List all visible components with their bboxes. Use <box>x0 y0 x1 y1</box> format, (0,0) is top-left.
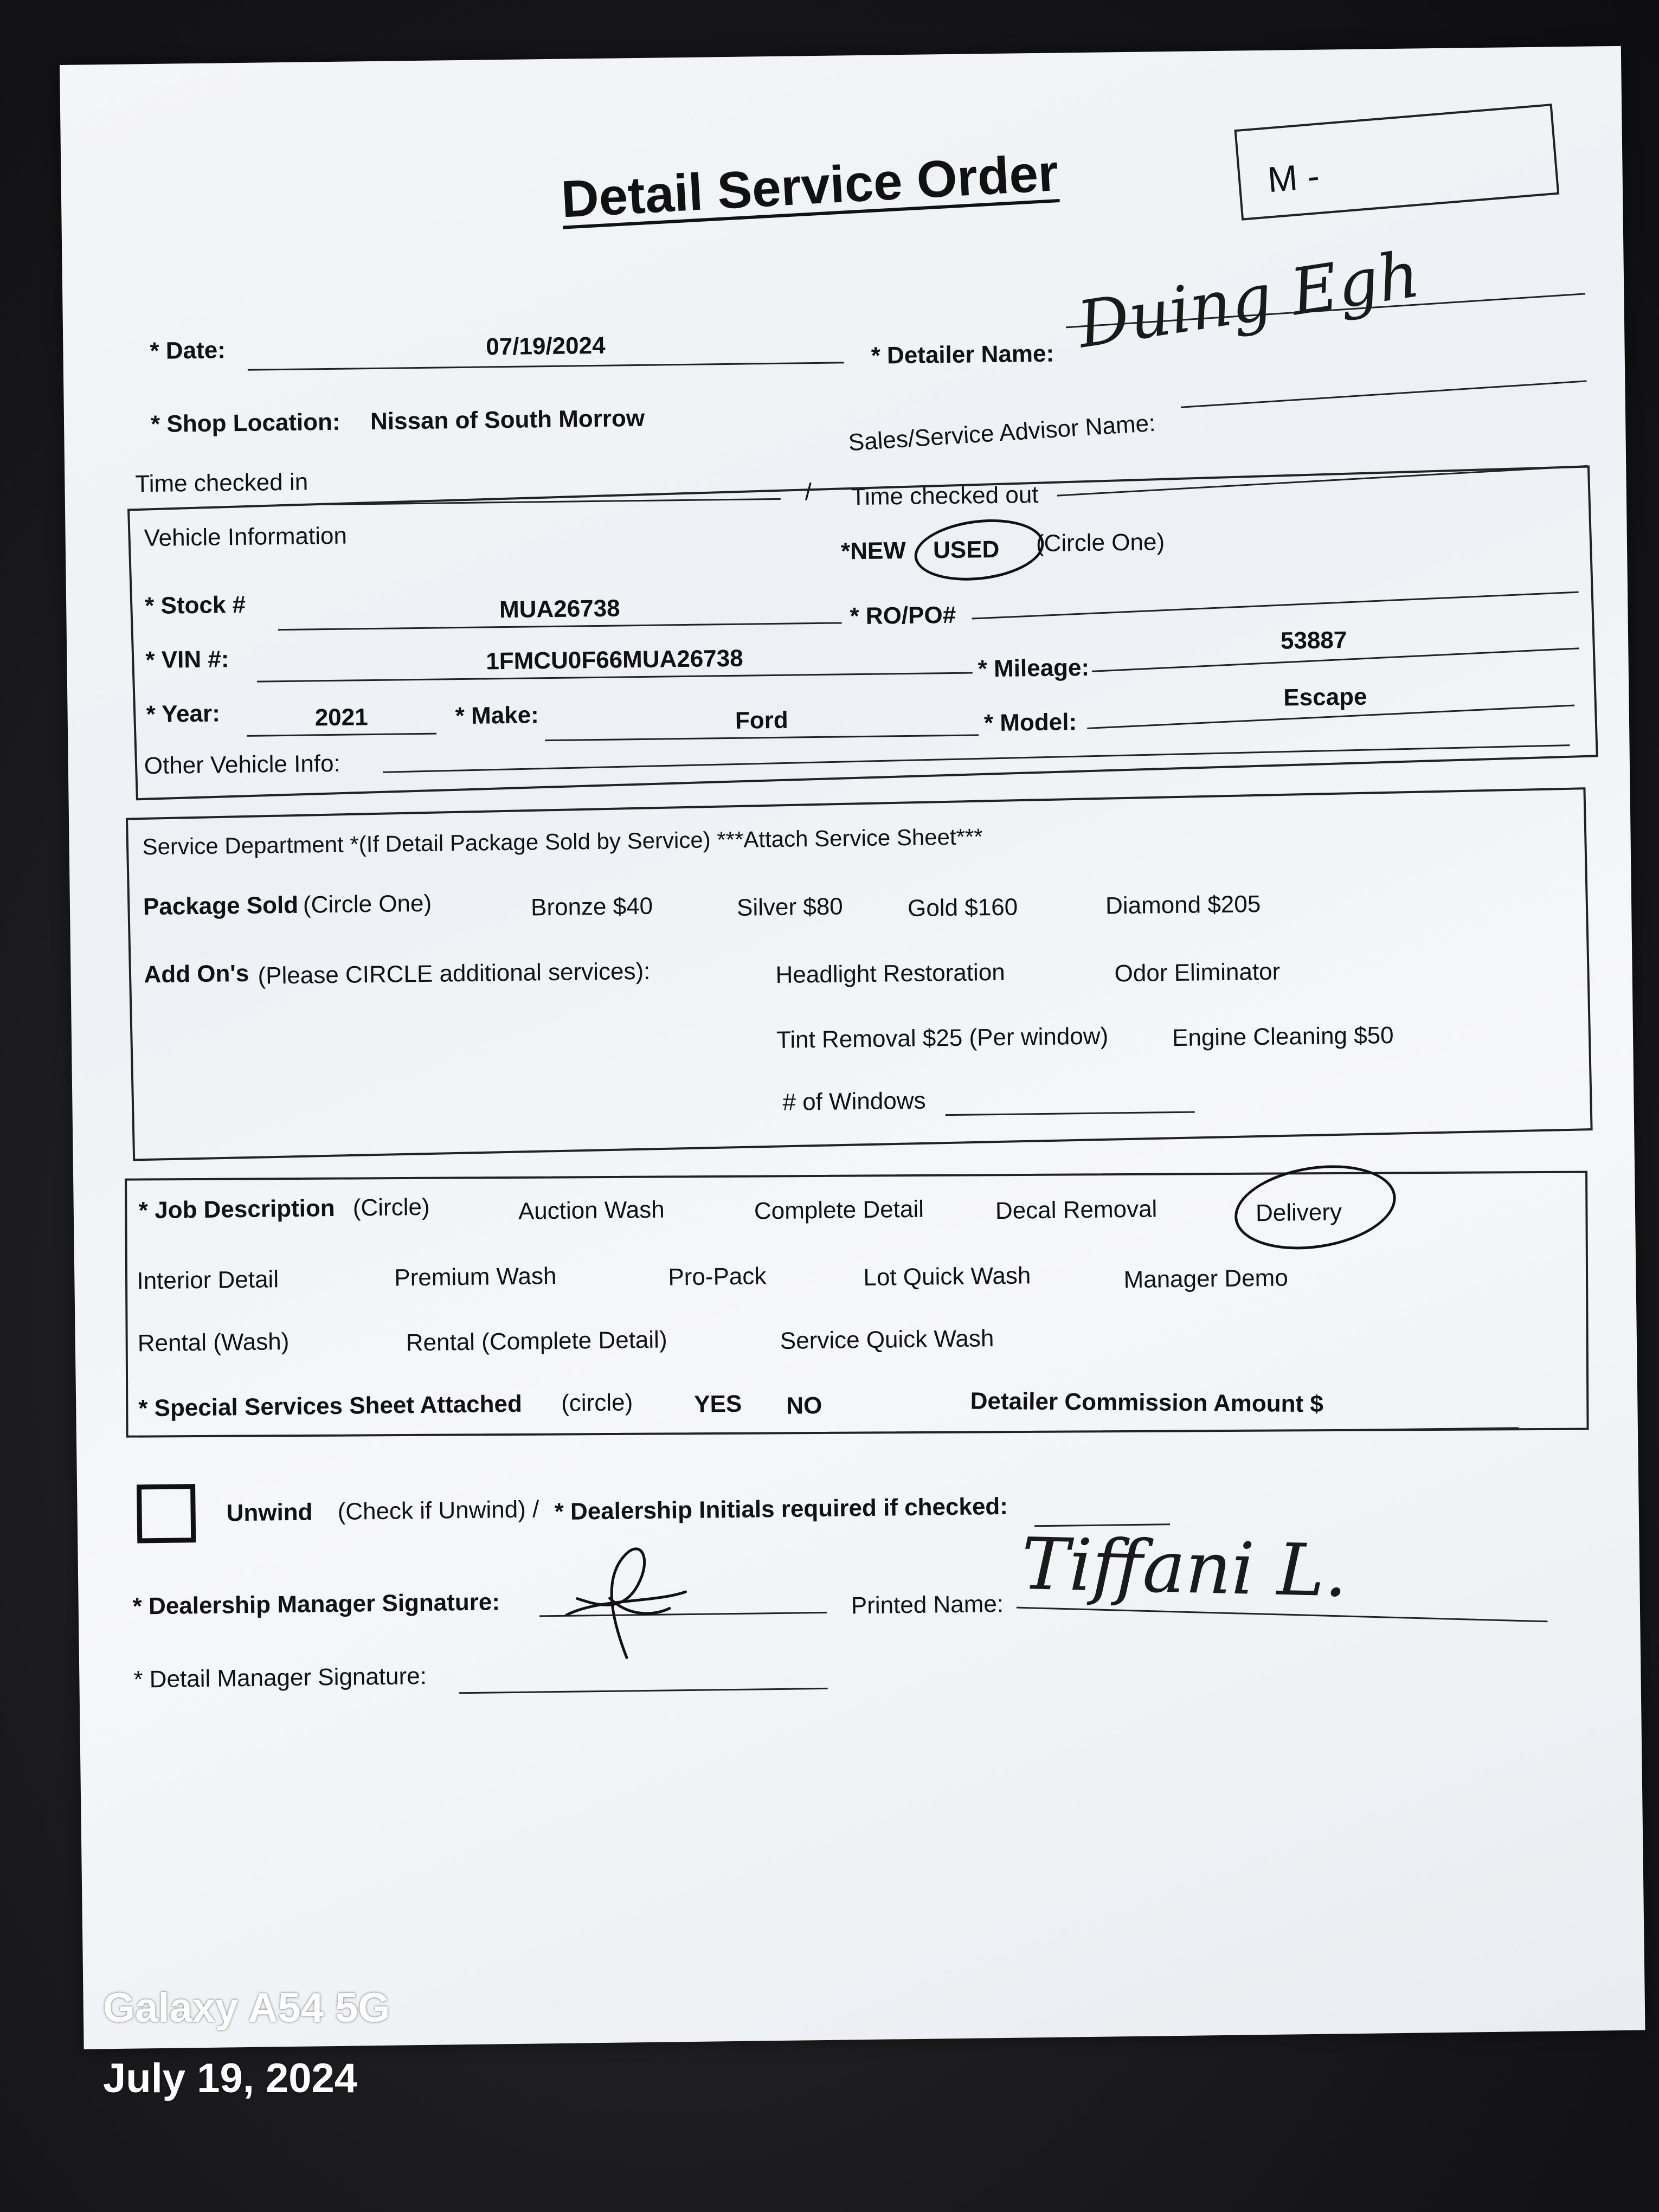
used-label: USED <box>933 536 1000 564</box>
unwind-label: Unwind <box>226 1499 313 1527</box>
package-diamond: Diamond $205 <box>1105 891 1261 919</box>
detailer-name-handwritten: Duing Egh <box>1072 236 1425 363</box>
package-label-note: (Circle One) <box>303 890 432 918</box>
job-auction-wash: Auction Wash <box>518 1196 665 1225</box>
addon-odor: Odor Eliminator <box>1114 958 1281 987</box>
stock-label: * Stock # <box>144 591 246 620</box>
sales-advisor-label: Sales/Service Advisor Name: <box>847 409 1156 456</box>
stock-value: MUA26738 <box>499 595 620 623</box>
mileage-label: * Mileage: <box>978 654 1090 683</box>
unwind-note: (Check if Unwind) / <box>337 1496 539 1525</box>
job-rental-wash: Rental (Wash) <box>137 1328 290 1357</box>
order-id-box <box>1234 104 1559 221</box>
job-interior-detail: Interior Detail <box>137 1266 279 1295</box>
job-delivery: Delivery <box>1255 1199 1342 1227</box>
model-label: * Model: <box>983 709 1077 737</box>
year-label: * Year: <box>146 700 221 728</box>
sales-advisor-line <box>1181 380 1587 408</box>
shop-location-label: * Shop Location: <box>150 408 340 438</box>
form-paper <box>60 46 1645 2049</box>
addon-engine: Engine Cleaning $50 <box>1172 1022 1394 1052</box>
package-label: Package Sold <box>143 891 299 921</box>
unwind-checkbox[interactable] <box>137 1484 196 1543</box>
job-description-label: * Job Description <box>138 1194 335 1224</box>
initials-label: * Dealership Initials required if checked: <box>554 1493 1008 1526</box>
package-bronze: Bronze $40 <box>530 892 653 921</box>
special-services-label: * Special Services Sheet Attached <box>138 1390 523 1422</box>
job-pro-pack: Pro-Pack <box>668 1263 767 1291</box>
job-lot-quick-wash: Lot Quick Wash <box>863 1262 1031 1291</box>
mileage-value: 53887 <box>1280 627 1347 654</box>
model-value: Escape <box>1283 683 1367 711</box>
year-value: 2021 <box>314 704 368 731</box>
job-premium-wash: Premium Wash <box>394 1262 557 1291</box>
circle-one-label: (Circle One) <box>1036 529 1165 557</box>
job-decal-removal: Decal Removal <box>995 1195 1158 1225</box>
job-service-quick-wash: Service Quick Wash <box>780 1325 994 1354</box>
vin-label: * VIN #: <box>145 646 229 674</box>
new-label: *NEW <box>840 537 906 565</box>
job-manager-demo: Manager Demo <box>1123 1264 1289 1294</box>
commission-label: Detailer Commission Amount $ <box>970 1387 1324 1418</box>
addon-headlight: Headlight Restoration <box>775 959 1006 988</box>
printed-name-label: Printed Name: <box>851 1590 1004 1619</box>
camera-device-stamp: Galaxy A54 5G <box>103 1985 390 2031</box>
date-line <box>248 362 844 370</box>
make-label: * Make: <box>455 702 539 730</box>
date-label: * Date: <box>150 337 226 365</box>
windows-label: # of Windows <box>782 1087 926 1116</box>
time-out-label: Time checked out <box>851 481 1039 511</box>
printed-name-handwritten: Tiffani L. <box>1020 1522 1348 1613</box>
detailer-name-label: * Detailer Name: <box>871 340 1054 369</box>
service-department-label: Service Department *(If Detail Package Sold by Service) ***Attach Service Sheet*** <box>142 824 983 860</box>
job-complete-detail: Complete Detail <box>754 1195 924 1225</box>
special-no: NO <box>786 1392 822 1419</box>
special-yes: YES <box>693 1390 742 1418</box>
date-value: 07/19/2024 <box>486 332 606 361</box>
detail-manager-signature-line <box>459 1688 828 1694</box>
addons-label-note: (Please CIRCLE additional services): <box>258 957 651 989</box>
job-rental-complete: Rental (Complete Detail) <box>406 1326 667 1356</box>
special-services-note: (circle) <box>561 1389 633 1417</box>
vin-value: 1FMCU0F66MUA26738 <box>485 645 743 675</box>
manager-signature-mark <box>544 1532 724 1664</box>
make-value: Ford <box>735 706 789 734</box>
package-silver: Silver $80 <box>736 893 844 921</box>
order-id-label: M - <box>1266 155 1321 200</box>
other-info-label: Other Vehicle Info: <box>144 750 341 780</box>
addons-label: Add On's <box>144 960 249 988</box>
vehicle-info-label: Vehicle Information <box>144 522 348 552</box>
package-gold: Gold $160 <box>907 893 1018 922</box>
job-description-note: (Circle) <box>352 1193 430 1221</box>
manager-signature-label: * Dealership Manager Signature: <box>132 1589 500 1620</box>
time-in-label: Time checked in <box>135 468 308 498</box>
time-separator: / <box>805 479 812 506</box>
addon-tint: Tint Removal $25 (Per window) <box>776 1023 1109 1053</box>
detail-manager-signature-label: * Detail Manager Signature: <box>133 1662 427 1693</box>
page-title: Detail Service Order <box>560 144 1060 229</box>
camera-date-stamp: July 19, 2024 <box>103 2055 358 2101</box>
shop-location-value: Nissan of South Morrow <box>370 404 645 435</box>
ro-po-label: * RO/PO# <box>850 601 956 630</box>
